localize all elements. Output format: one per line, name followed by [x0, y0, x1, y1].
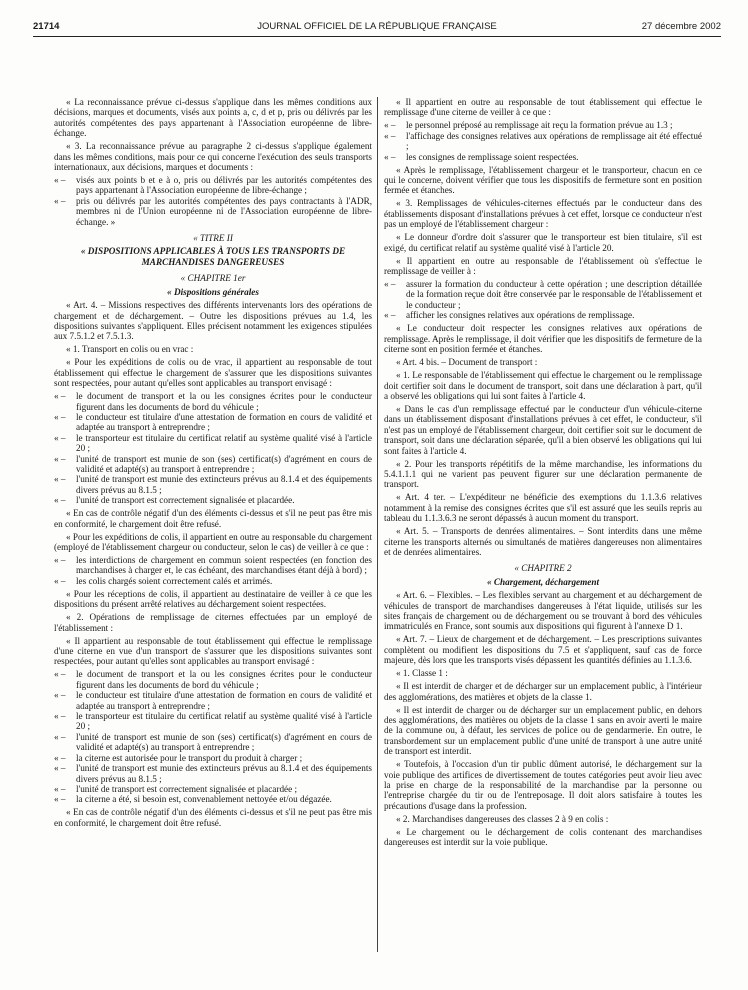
dash-marker: « – — [54, 195, 66, 206]
chapitre-heading: « CHAPITRE 1er — [180, 273, 246, 284]
paragraph: « Il appartient en outre au responsable de tout établissement qui effectue le remplissage d'une citerne de veiller à ce que : — [384, 97, 702, 118]
paragraph: « 3. Remplissages de véhicules-citernes effectués par le conducteur dans des établissements disposant d'installations prévues à cet effet, lorsque ce conducteur n'est pas un employé de l'établissement chargeur : — [384, 198, 702, 230]
dash-list — [384, 120, 702, 162]
dash-marker: « – — [54, 752, 66, 763]
left-column — [54, 97, 372, 831]
list-item: « – l'unité de transport est munie des extincteurs prévus au 8.1.4 et des équipements divers prévus au 8.1.5 ; — [54, 474, 372, 495]
right-column — [384, 97, 702, 850]
article-paragraph: « Art. 4. – Missions respectives des différents intervenants lors des opérations de chargement et de déchargement. – Outre les dispositions prévues au 1.4, les dispositions suivantes s'appliquent. Elles précisent notamment les exigences stipulées aux 7.5.1.2 et 7.5.1.3. — [54, 300, 372, 342]
list-item: « – l'affichage des consignes relatives aux opérations de remplissage ait été effectué ; — [384, 130, 702, 152]
paragraph: « 2. Pour les transports répétitifs de la même marchandise, les informations du 5.4.1.1.1 qui ne varient pas peuvent figurer sur une déclaration permanente de transport. — [384, 458, 702, 490]
article-paragraph: « Art. 4 ter. – L'expéditeur ne bénéficie des exemptions du 1.1.3.6 relatives notamment à la remise des consignes écrites que s'il est assuré que les seuils repris au tableau du 1.1.3.6.3 ne seront dépassés à aucun moment du transport. — [384, 492, 702, 524]
dash-marker: « – — [54, 495, 66, 506]
paragraph: « En cas de contrôle négatif d'un des éléments ci-dessus et s'il ne peut pas être mis en conformité, le chargement doit être refusé. — [54, 807, 372, 828]
dash-list — [54, 555, 372, 586]
paragraph: « 2. Opérations de remplissage de citernes effectuées par un employé de l'établissement : — [54, 612, 372, 633]
dash-marker: « – — [54, 411, 66, 422]
list-item: « – les consignes de remplissage soient respectées. — [384, 151, 579, 162]
publication-date: 27 décembre 2002 — [641, 21, 721, 32]
titre-heading: « TITRE II — [193, 233, 233, 244]
paragraph: « La reconnaissance prévue ci-dessus s'applique dans les mêmes conditions aux décisions, marques et documents, visés aux points a, c, d et p, pris ou délivrés par les autorités compétentes des pays appartenant à l'Association européenne de libre-échange. — [54, 97, 372, 139]
list-item: « – la citerne a été, si besoin est, convenablement nettoyée et/ou dégazée. — [54, 794, 332, 805]
article-paragraph: « Art. 4 bis. – Document de transport : — [396, 357, 538, 368]
list-item: « – l'unité de transport est munie des extincteurs prévus au 8.1.4 et des équipements divers prévus au 8.1.5 ; — [54, 763, 372, 784]
list-item: « – pris ou délivrés par les autorités compétentes des pays contractants à l'ADR, membres ni de l'Union européenne ni de l'Association européenne de libre-échange. » — [54, 195, 372, 227]
list-item: « – l'unité de transport est munie de son (ses) certificat(s) d'agrément en cours de validité et adapté(s) au transport à entreprendre ; — [54, 453, 372, 474]
paragraph: « 1. Le responsable de l'établissement qui effectue le chargement ou le remplissage doit certifier soit dans le document de transport, soit dans une déclaration à part, qu'il a observé les obligations qui lui sont faites à l'article 4. — [384, 370, 702, 401]
article-paragraph: « Art. 5. – Transports de denrées alimentaires. – Sont interdits dans une même citerne les transports alternés ou simultanés de matières dangereuses non alimentaires et de denrées alimentaires. — [384, 526, 702, 557]
header-rule — [33, 36, 721, 37]
list-item: « – l'unité de transport est munie de son (ses) certificat(s) d'agrément en cours de validité et adapté(s) au transport à entreprendre ; — [54, 731, 372, 753]
dash-marker: « – — [54, 175, 66, 186]
paragraph: « Pour les réceptions de colis, il appartient au destinataire de veiller à ce que les dispositions du présent arrêté relatives au déchargement soient respectées. — [54, 588, 372, 610]
journal-title: JOURNAL OFFICIEL DE LA RÉPUBLIQUE FRANÇAISE — [257, 21, 497, 32]
paragraph: « Il appartient au responsable de tout établissement qui effectue le remplissage d'une citerne en vue d'un transport de s'assurer que les dispositions suivantes sont respectées, pour autant qu'elles sont applicables au transport envisagé : — [54, 635, 372, 667]
paragraph: « Pour les expéditions de colis, il appartient en outre au responsable du chargement (employé de l'établissement chargeur ou conducteur, selon le cas) de veiller à ce que : — [54, 531, 372, 552]
paragraph: « 3. La reconnaissance prévue au paragraphe 2 ci-dessus s'applique également dans les mêmes conditions, mais pour ce qui concerne l'exécution des seuls transports internationaux, aux décisions, marques et documents : — [54, 141, 372, 173]
dash-marker: « – — [384, 279, 396, 290]
list-item: « – les interdictions de chargement en commun soient respectées (en fonction des marchandises à charger et, le cas échéant, des marchandises étant déjà à bord) ; — [54, 555, 372, 576]
list-item: « – les colis chargés soient correctement calés et arrimés. — [54, 575, 273, 586]
list-item: « – le document de transport et la ou les consignes écrites pour le conducteur figurent dans les documents de bord du véhicule ; — [54, 669, 372, 690]
column-divider — [377, 97, 378, 952]
chapitre-heading: « CHAPITRE 2 — [514, 563, 572, 574]
paragraph: « Le chargement ou le déchargement de colis contenant des marchandises dangereuses est interdit sur la voie publique. — [384, 826, 702, 848]
list-item: « – la citerne est autorisée pour le transport du produit à charger ; — [54, 752, 303, 763]
list-item: « – l'unité de transport est correctement signalisée et placardée ; — [54, 783, 298, 794]
paragraph: « Il appartient en outre au responsable de l'établissement où s'effectue le remplissage de veiller à : — [384, 255, 702, 277]
list-item: « – l'unité de transport est correctement signalisée et placardée. — [54, 495, 295, 506]
chapitre-subheading: « Chargement, déchargement — [486, 576, 600, 587]
list-item: « – le conducteur est titulaire d'une attestation de formation en cours de validité et adaptée au transport à entreprendre ; — [54, 690, 372, 711]
paragraph: « Le donneur d'ordre doit s'assurer que le transporteur est bien titulaire, s'il est exigé, du certificat relatif au système qualité visé à l'article 20. — [384, 232, 702, 253]
list-item: « – assurer la formation du conducteur à cette opération ; une description détaillée de la formation reçue doit être conservée par le responsable de l'établissement et le conducteur ; — [384, 279, 702, 310]
dash-marker: « – — [54, 453, 66, 464]
paragraph: « 2. Marchandises dangereuses des classes 2 à 9 en colis : — [396, 813, 609, 824]
dash-marker: « – — [384, 130, 396, 141]
list-item: « – le conducteur est titulaire d'une attestation de formation en cours de validité et adaptée au transport à entreprendre ; — [54, 411, 372, 433]
page-header — [33, 21, 721, 37]
dash-marker: « – — [384, 151, 396, 162]
paragraph: « Après le remplissage, l'établissement chargeur et le transporteur, chacun en ce qui le concerne, doivent vérifier que tous les dispositifs de fermeture sont en position fermée et étanches. — [384, 164, 702, 196]
dash-marker: « – — [54, 731, 66, 742]
dash-marker: « – — [54, 783, 66, 794]
article-paragraph: « Art. 6. – Flexibles. – Les flexibles servant au chargement et au déchargement de véhicules de transport de marchandises dangereuses à l'état liquide, utilisés sur les sites français de chargement ou de déchargement ou se trouvant à bord des véhicules immatriculés en France, sont soumis aux dispositions qui figurent à l'annexe D 1. — [384, 590, 702, 632]
dash-marker: « – — [54, 669, 66, 680]
dash-marker: « – — [54, 711, 66, 722]
dash-marker: « – — [54, 555, 66, 565]
list-item: « – visés aux points b et e à o, pris ou délivrés par les autorités compétentes des pays appartenant à l'Association européenne de libre-échange ; — [54, 175, 372, 196]
paragraph: « 1. Classe 1 : — [396, 668, 448, 679]
list-item: « – le document de transport et la ou les consignes écrites pour le conducteur figurent dans les documents de bord du véhicule ; — [54, 391, 372, 412]
dash-marker: « – — [384, 310, 396, 321]
dash-marker: « – — [54, 575, 66, 586]
paragraph: « Il est interdit de charger et de décharger sur un emplacement public, à l'intérieur des agglomérations, des matières et objets de la classe 1. — [384, 681, 702, 702]
list-item: « – le transporteur est titulaire du certificat relatif au système qualité visé à l'article 20 ; — [54, 711, 372, 732]
paragraph: « Dans le cas d'un remplissage effectué par le conducteur d'un véhicule-citerne dans un établissement disposant d'installations prévues à cet effet, le conducteur, s'il n'est pas un employé de l'établissement chargeur, doit certifier soit sur le document de transport, soit dans une déclaration séparée, qu'il a bien observé les obligations qui lui sont faites à l'article 4. — [384, 403, 702, 456]
list-item: « – afficher les consignes relatives aux opérations de remplissage. — [384, 310, 635, 321]
dash-marker: « – — [384, 120, 396, 131]
dash-marker: « – — [54, 432, 66, 443]
article-paragraph: « Art. 7. – Lieux de chargement et de déchargement. – Les prescriptions suivantes complètent ou modifient les dispositions du 7.5 et s'appliquent, sauf cas de force majeure, dès lors que les transports visés dépassent les quantités définies au 1.1.3.6. — [384, 634, 702, 666]
paragraph: « 1. Transport en colis ou en vrac : — [66, 344, 194, 355]
dash-list — [54, 391, 372, 505]
page-number: 21714 — [33, 21, 60, 32]
dash-list — [54, 175, 372, 227]
paragraph: « Il est interdit de charger ou de décharger sur un emplacement public, en dehors des agglomérations, des matières ou objets de la classe 1 sans en avoir averti le maire de la commune ou, à défaut, les services de police ou de gendarmerie. En outre, le transbordement sur un emplacement public d'une unité de transport à une autre unité de transport est interdit. — [384, 704, 702, 757]
paragraph: « Pour les expéditions de colis ou de vrac, il appartient au responsable de tout établissement qui effectue le chargement de s'assurer que les dispositions suivantes sont respectées, pour autant qu'elles sont applicables au transport envisagé : — [54, 357, 372, 389]
dash-list — [384, 279, 702, 321]
paragraph: « Le conducteur doit respecter les consignes relatives aux opérations de remplissage. Après le remplissage, il doit vérifier que les dispositifs de fermeture de la citerne sont en position fermée et étanches. — [384, 323, 702, 355]
dash-marker: « – — [54, 474, 66, 485]
dash-marker: « – — [54, 794, 66, 805]
titre-subheading: « DISPOSITIONS APPLICABLES À TOUS LES TRANSPORTS DE MARCHANDISES DANGEREUSES — [80, 246, 346, 267]
paragraph: « Toutefois, à l'occasion d'un tir public dûment autorisé, le déchargement sur la voie publique des artifices de divertissement de toutes catégories peut avoir lieu avec la prise en charge de la responsabilité de la marchandise par la personne ou l'entreprise chargée du tir ou de l'entreposage. Il doit alors satisfaire à toutes les précautions d'usage dans la profession. — [384, 759, 702, 811]
dash-list — [54, 669, 372, 804]
paragraph: « En cas de contrôle négatif d'un des éléments ci-dessus et s'il ne peut pas être mis en conformité, le chargement doit être refusé. — [54, 508, 372, 529]
chapitre-subheading: « Dispositions générales — [167, 286, 259, 297]
dash-marker: « – — [54, 763, 66, 774]
list-item: « – le transporteur est titulaire du certificat relatif au système qualité visé à l'article 20 ; — [54, 432, 372, 454]
dash-marker: « – — [54, 391, 66, 402]
list-item: « – le personnel préposé au remplissage ait reçu la formation prévue au 1.3 ; — [384, 120, 673, 131]
dash-marker: « – — [54, 690, 66, 701]
